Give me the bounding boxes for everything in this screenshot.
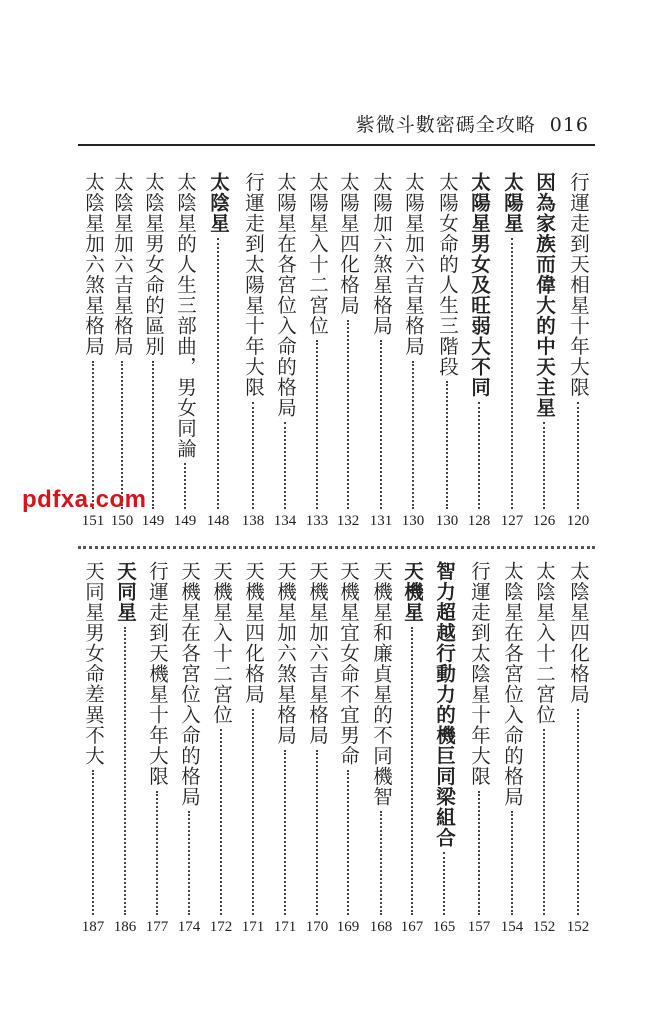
toc-entry-title: 太陰星加六吉星格局 — [111, 172, 134, 357]
dot-leader — [252, 402, 254, 510]
toc-entry-title: 太陽女命的人生三階段 — [436, 172, 459, 377]
dot-leader — [478, 402, 480, 510]
toc-entry-page: 120 — [566, 513, 590, 529]
toc-entry[interactable] — [565, 172, 591, 530]
toc-entry[interactable] — [176, 561, 202, 936]
toc-entry-title: 太陰星 — [207, 172, 230, 234]
toc-entry-title: 太陽星男女及旺弱大不同 — [468, 172, 491, 398]
toc-entry[interactable] — [208, 561, 234, 936]
dot-leader — [511, 811, 513, 915]
toc-entry-title: 天機星入十二宮位 — [210, 561, 233, 725]
toc-entry-page: 127 — [500, 513, 524, 529]
toc-entry-title: 行運走到天相星十年大限 — [567, 172, 590, 398]
toc-entry-title: 太陽星在各宮位入命的格局 — [274, 172, 297, 418]
dot-leader — [156, 791, 158, 916]
toc-entry[interactable] — [109, 172, 135, 530]
toc-entry[interactable] — [531, 172, 557, 530]
dot-leader — [412, 361, 414, 510]
toc-entry-title: 太陽星四化格局 — [337, 172, 360, 316]
toc-entry-title: 因為家族而偉大的中天主星 — [533, 172, 556, 418]
toc-entry-title: 太陽星 — [501, 172, 524, 234]
toc-entry-page: 134 — [273, 513, 297, 529]
dot-leader — [284, 422, 286, 509]
dot-leader — [543, 422, 545, 509]
toc-entry-page: 138 — [241, 513, 265, 529]
toc-entry-page: 151 — [81, 513, 105, 529]
toc-entry-title: 天機星和廉貞星的不同機智 — [370, 561, 393, 807]
toc-entry-title: 天機星四化格局 — [242, 561, 265, 705]
toc-entry[interactable] — [434, 172, 460, 530]
toc-entry[interactable] — [240, 561, 266, 936]
toc-entry-title: 天同星男女命差異不大 — [82, 561, 105, 766]
toc-entry-page: 168 — [369, 919, 393, 935]
toc-entry-title: 智力超越行動力的機巨同梁組合 — [433, 561, 456, 848]
section-divider — [78, 546, 595, 549]
toc-entry-title: 行運走到太陽星十年大限 — [242, 172, 265, 398]
toc-entry-page: 148 — [206, 513, 230, 529]
toc-entry[interactable] — [272, 172, 298, 530]
toc-entry-title: 太陰星入十二宮位 — [533, 561, 556, 725]
toc-entry-page: 149 — [173, 513, 197, 529]
toc-entry[interactable] — [499, 561, 525, 936]
page-number: 016 — [549, 114, 589, 136]
toc-entry-page: 157 — [467, 919, 491, 935]
toc-entry-page: 170 — [305, 919, 329, 935]
toc-entry-title: 太陰星的人生三部曲，男女同論 — [174, 172, 197, 459]
toc-entry-title: 行運走到太陰星十年大限 — [468, 561, 491, 787]
dot-leader — [543, 729, 545, 915]
toc-entry-title: 太陽星入十二宮位 — [306, 172, 329, 336]
toc-entry-page: 130 — [435, 513, 459, 529]
dot-leader — [478, 791, 480, 916]
watermark: pdfxa.com — [22, 486, 147, 513]
dot-leader — [577, 402, 579, 510]
dot-leader — [347, 320, 349, 510]
toc-entry-page: 172 — [209, 919, 233, 935]
toc-entry[interactable] — [431, 561, 457, 936]
toc-entry-title: 太陰星加六煞星格局 — [82, 172, 105, 357]
toc-entry-page: 167 — [400, 919, 424, 935]
toc-entry-page: 133 — [305, 513, 329, 529]
toc-entry-page: 149 — [141, 513, 165, 529]
toc-entry-page: 150 — [110, 513, 134, 529]
dot-leader — [252, 709, 254, 916]
toc-entry[interactable] — [565, 561, 591, 936]
toc-entry[interactable] — [172, 172, 198, 530]
toc-entry[interactable] — [240, 172, 266, 530]
toc-entry[interactable] — [304, 561, 330, 936]
toc-entry-title: 行運走到天機星十年大限 — [146, 561, 169, 787]
toc-entry-page: 128 — [467, 513, 491, 529]
toc-entry[interactable] — [304, 172, 330, 530]
dot-leader — [411, 627, 413, 916]
toc-entry-page: 169 — [336, 919, 360, 935]
toc-entry[interactable] — [112, 561, 138, 936]
toc-entry-title: 天同星 — [114, 561, 137, 623]
dot-leader — [316, 340, 318, 509]
toc-entry-page: 177 — [145, 919, 169, 935]
toc-entry[interactable] — [140, 172, 166, 530]
toc-entry[interactable] — [144, 561, 170, 936]
dot-leader — [124, 627, 126, 916]
toc-entry[interactable] — [335, 172, 361, 530]
dot-leader — [152, 361, 154, 510]
toc-entry-page: 131 — [369, 513, 393, 529]
dot-leader — [284, 750, 286, 916]
dot-leader — [347, 770, 349, 915]
toc-entry-title: 太陰星男女命的區別 — [142, 172, 165, 357]
toc-entry-title: 太陰星在各宮位入命的格局 — [501, 561, 524, 807]
dot-leader — [446, 381, 448, 509]
toc-entry-title: 天機星宜女命不宜男命 — [337, 561, 360, 766]
toc-entry[interactable] — [368, 172, 394, 530]
toc-entry-page: 186 — [113, 919, 137, 935]
dot-leader — [316, 750, 318, 916]
toc-entry-title: 太陽加六煞星格局 — [370, 172, 393, 336]
toc-entry[interactable] — [531, 561, 557, 936]
toc-entry-title: 天機星加六吉星格局 — [306, 561, 329, 746]
dot-leader — [380, 340, 382, 509]
running-header — [356, 110, 589, 137]
dot-leader — [511, 238, 513, 510]
toc-entry[interactable] — [466, 561, 492, 936]
toc-entry[interactable] — [272, 561, 298, 936]
toc-entry-page: 130 — [401, 513, 425, 529]
book-title: 紫微斗數密碼全攻略 — [355, 114, 536, 136]
dot-leader — [92, 770, 94, 915]
dot-leader — [217, 238, 219, 510]
dot-leader — [188, 811, 190, 915]
toc-entry-page: 165 — [432, 919, 456, 935]
toc-entry-page: 152 — [532, 919, 556, 935]
toc-entry-title: 天機星加六煞星格局 — [274, 561, 297, 746]
toc-entry[interactable] — [80, 561, 106, 936]
toc-entry-title: 天機星在各宮位入命的格局 — [178, 561, 201, 807]
toc-entry-page: 152 — [566, 919, 590, 935]
toc-entry-title: 太陰星四化格局 — [567, 561, 590, 705]
toc-entry[interactable] — [335, 561, 361, 936]
toc-entry[interactable] — [400, 172, 426, 530]
toc-entry-page: 171 — [241, 919, 265, 935]
toc-entry-title: 太陽星加六吉星格局 — [402, 172, 425, 357]
dot-leader — [443, 852, 445, 915]
dot-leader — [380, 811, 382, 915]
toc-entry[interactable] — [466, 172, 492, 530]
toc-entry-page: 174 — [177, 919, 201, 935]
toc-entry[interactable] — [399, 561, 425, 936]
toc-entry[interactable] — [80, 172, 106, 530]
dot-leader — [577, 709, 579, 916]
dot-leader — [184, 463, 186, 509]
toc-entry[interactable] — [499, 172, 525, 530]
dot-leader — [220, 729, 222, 915]
toc-entry-page: 154 — [500, 919, 524, 935]
header-rule — [78, 144, 595, 146]
toc-entry-page: 132 — [336, 513, 360, 529]
toc-entry-title: 天機星 — [401, 561, 424, 623]
toc-entry-page: 126 — [532, 513, 556, 529]
toc-entry[interactable] — [205, 172, 231, 530]
toc-entry[interactable] — [368, 561, 394, 936]
toc-entry-page: 171 — [273, 919, 297, 935]
toc-entry-page: 187 — [81, 919, 105, 935]
